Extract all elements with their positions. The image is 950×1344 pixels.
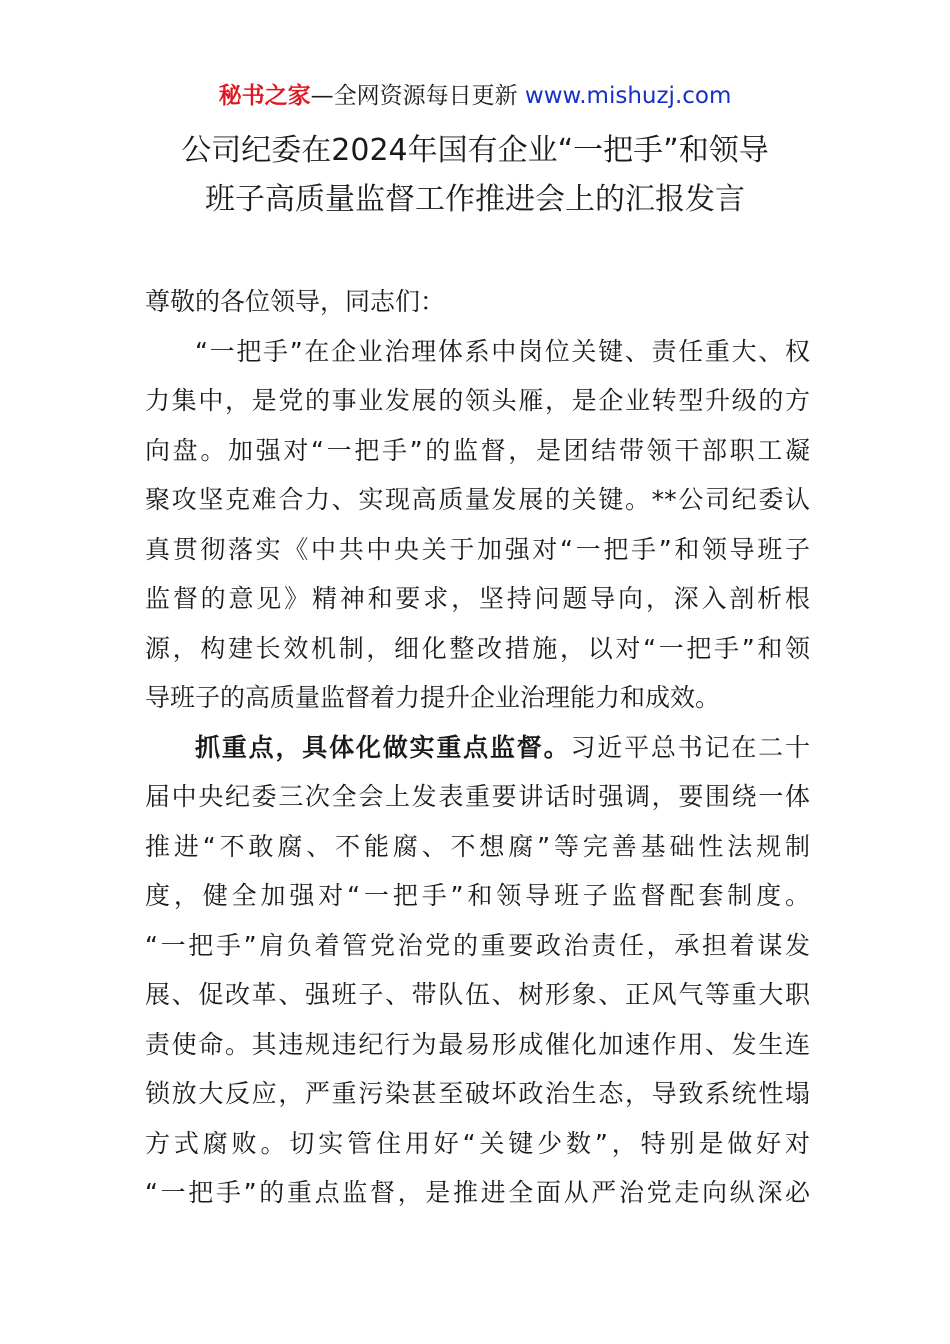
paragraph-2	[145, 723, 810, 1218]
paragraph-1	[145, 327, 810, 723]
paragraph-line: 监督的意见》精神和要求，坚持问题导向，深入剖析根	[145, 584, 810, 613]
paragraph-line: 方式腐败。切实管住用好“关键少数”，特别是做好对	[145, 1128, 810, 1158]
paragraph-line: 责使命。其违规违纪行为最易形成催化加速作用、发生连	[145, 1029, 810, 1059]
paragraph-line: 度，健全加强对“一把手”和领导班子监督配套制度。	[145, 881, 810, 910]
paragraph-line: 向盘。加强对“一把手”的监督，是团结带领干部职工凝	[145, 435, 810, 465]
paragraph-line: 源，构建长效机制，细化整改措施，以对“一把手”和领	[145, 633, 810, 663]
paragraph-line: 聚攻坚克难合力、实现高质量发展的关键。**公司纪委认	[145, 485, 810, 514]
site-tagline: —全网资源每日更新	[310, 83, 525, 109]
site-header	[0, 80, 950, 112]
paragraph-line: 导班子的高质量监督着力提升企业治理能力和成效。	[145, 683, 721, 712]
document-body	[145, 277, 810, 1218]
paragraph-line: 推进“不敢腐、不能腐、不想腐”等完善基础性法规制	[145, 831, 810, 861]
paragraph-line-with-heading	[145, 723, 810, 773]
paragraph-line: 届中央纪委三次全会上发表重要讲话时强调，要围绕一体	[145, 782, 810, 811]
paragraph-line: 真贯彻落实《中共中央关于加强对“一把手”和领导班子	[145, 534, 810, 564]
document-title	[60, 126, 890, 224]
site-url-link[interactable]: www.mishuzj.com	[524, 83, 732, 109]
title-line-2: 班子高质量监督工作推进会上的汇报发言	[205, 182, 745, 217]
salutation: 尊敬的各位领导，同志们：	[145, 287, 446, 316]
section-heading-continuation: 习近平总书记在二十	[570, 732, 810, 762]
title-line-1: 公司纪委在2024年国有企业“一把手”和领导	[181, 133, 769, 168]
paragraph-line: “一把手”的重点监督，是推进全面从严治党走向纵深必	[145, 1178, 810, 1207]
paragraph-line: “一把手”肩负着管党治党的重要政治责任，承担着谋发	[145, 930, 810, 960]
paragraph-line: 展、促改革、强班子、带队伍、树形象、正风气等重大职	[145, 980, 810, 1009]
paragraph-line: “一把手”在企业治理体系中岗位关键、责任重大、权	[195, 336, 810, 366]
site-brand: 秘书之家	[218, 83, 311, 109]
section-heading: 抓重点，具体化做实重点监督。	[195, 732, 571, 762]
paragraph-line: 力集中，是党的事业发展的领头雁，是企业转型升级的方	[145, 386, 810, 415]
paragraph-line: 锁放大反应，严重污染甚至破坏政治生态，导致系统性塌	[145, 1079, 810, 1108]
